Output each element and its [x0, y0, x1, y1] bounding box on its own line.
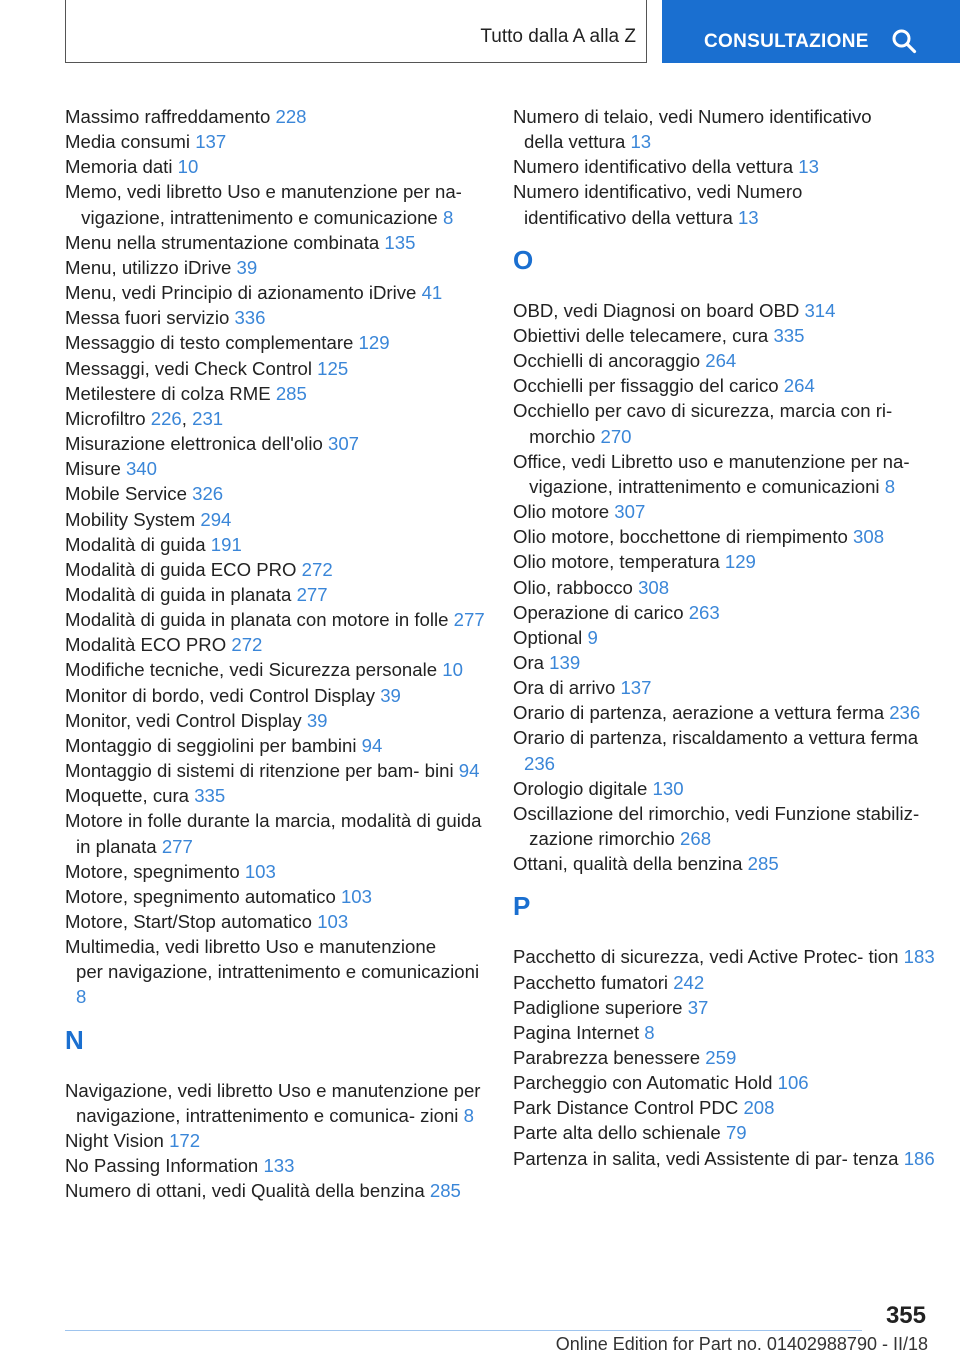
page-reference-link[interactable]: 335 [773, 324, 805, 346]
index-entry-term: Navigazione, vedi libretto Uso e manutenzione per navigazione, intrattenimento e comunica- zioni [65, 1079, 481, 1126]
page-reference-link[interactable]: 106 [777, 1072, 809, 1094]
section-title: Tutto dalla A alla Z [480, 26, 636, 47]
index-entry [65, 330, 490, 355]
header-section-tab [65, 0, 647, 63]
index-entry-term: Olio, rabbocco [513, 576, 633, 598]
index-entry [65, 859, 490, 884]
index-entry-term: Misurazione elettronica dell'olio [65, 433, 323, 455]
page-reference-link[interactable]: 272 [301, 558, 333, 580]
page-reference-link[interactable]: 37 [687, 996, 709, 1018]
index-entry-term: Montaggio di seggiolini per bambini [65, 734, 357, 756]
index-entry [65, 456, 490, 481]
page-number: 355 [885, 1302, 926, 1329]
index-entry [65, 230, 490, 255]
page-reference-link[interactable]: 8 [644, 1021, 655, 1043]
index-entry-term: Orario di partenza, aerazione a vettura ferma [513, 702, 885, 724]
index-entry [513, 154, 938, 179]
index-entry-term: OBD, vedi Diagnosi on board OBD [513, 299, 800, 321]
index-entry-term: Partenza in salita, vedi Assistente di par- tenza [513, 1147, 899, 1169]
page-reference-link[interactable]: 236 [889, 702, 921, 724]
index-entry [65, 657, 490, 682]
page-reference-link[interactable]: 231 [192, 407, 224, 429]
page-reference-link[interactable]: 340 [125, 458, 157, 480]
index-entry [513, 725, 938, 775]
page-reference-link[interactable]: 8 [76, 986, 87, 1008]
page-reference-link[interactable]: 103 [317, 911, 349, 932]
index-entry-term: Ottani, qualità della benzina [513, 853, 743, 875]
page-reference-link[interactable]: 10 [442, 659, 463, 681]
search-icon[interactable] [891, 28, 917, 54]
page-reference-link[interactable]: 10 [177, 156, 199, 178]
page-reference-link[interactable]: 263 [688, 601, 720, 623]
index-entry-term: Modalità ECO PRO [65, 634, 227, 656]
page-reference-link[interactable]: 277 [296, 583, 328, 605]
index-letter-heading: P [513, 891, 531, 922]
index-entry [513, 625, 938, 650]
index-entry-term: Pacchetto di sicurezza, vedi Active Protec- tion [513, 946, 899, 968]
index-entry [513, 1095, 938, 1120]
index-entry [513, 323, 938, 348]
index-entry [513, 675, 938, 700]
index-entry-term: Menu, vedi Principio di azionamento iDrive [65, 282, 417, 304]
page-reference-link[interactable]: 8 [884, 475, 896, 497]
page-reference-link[interactable]: 94 [458, 760, 480, 782]
index-entry-term: Occhiello per cavo di sicurezza, marcia con ri- morchio [513, 400, 893, 447]
index-entry-term: Motore in folle durante la marcia, modalità di guida in planata [65, 810, 482, 857]
page-reference-link[interactable]: 13 [737, 206, 759, 228]
index-column-right [513, 104, 938, 1171]
tab-label: CONSULTAZIONE [704, 30, 869, 52]
index-entry [65, 255, 490, 280]
index-entry [513, 776, 938, 801]
index-entry [65, 708, 490, 733]
index-entry [65, 1153, 490, 1178]
page-reference-link[interactable]: 172 [169, 1129, 201, 1151]
page-reference-link[interactable]: 294 [200, 508, 232, 530]
index-entry-term: Parcheggio con Automatic Hold [513, 1072, 773, 1094]
page-reference-link[interactable]: 264 [783, 375, 815, 397]
page-reference-link[interactable]: 307 [614, 501, 646, 523]
page-reference-link[interactable]: 236 [524, 752, 556, 774]
index-entry-term: Mobility System [65, 508, 196, 530]
index-entry-term: Microfiltro [65, 407, 146, 429]
page-reference-link[interactable]: 139 [549, 651, 581, 673]
index-entry [513, 1020, 938, 1045]
index-entry-term: No Passing Information [65, 1155, 259, 1177]
index-entry [513, 600, 938, 625]
index-entry [513, 700, 938, 725]
index-entry [65, 909, 490, 934]
index-entry [513, 398, 938, 448]
page-reference-link[interactable]: 268 [680, 828, 712, 850]
index-entry-term: Metilestere di colza RME [65, 382, 271, 404]
page-reference-link[interactable]: 191 [210, 533, 242, 555]
index-entry [65, 884, 490, 909]
index-entry [65, 305, 490, 330]
index-entry [513, 801, 938, 851]
index-entry-term: Office, vedi Libretto uso e manutenzione per na- vigazione, intrattenimento e comunicazioni [513, 450, 910, 497]
page-reference-link[interactable]: 307 [327, 433, 360, 455]
index-entry [65, 758, 490, 783]
index-entry [65, 808, 490, 858]
index-entry-term: Pacchetto fumatori [513, 971, 669, 993]
page-reference-link[interactable]: 336 [234, 307, 266, 329]
index-entry [65, 607, 490, 632]
index-entry-term: Modalità di guida [65, 533, 206, 555]
index-entry [513, 1070, 938, 1095]
page-reference-link[interactable]: 277 [453, 609, 485, 631]
page-reference-link[interactable]: 226 [150, 407, 182, 429]
page-reference-link[interactable]: 13 [630, 131, 652, 153]
page-reference-link[interactable]: 39 [306, 709, 328, 731]
page-reference-link[interactable]: 137 [195, 131, 227, 153]
index-entry [513, 1045, 938, 1070]
index-entry-term: Mobile Service [65, 483, 187, 505]
index-entry-term: Olio motore, bocchettone di riempimento [513, 526, 848, 548]
page-reference-link[interactable]: 308 [853, 526, 885, 548]
page-reference-link[interactable]: 133 [263, 1155, 295, 1177]
index-entry-term: Motore, spegnimento automatico [65, 885, 336, 907]
index-entry-term: Massimo raffreddamento [65, 106, 271, 127]
index-entry-term: Monitor, vedi Control Display [65, 709, 302, 731]
index-entry-term: Numero identificativo, vedi Numero identificativo della vettura [513, 181, 803, 228]
page-reference-link[interactable]: 8 [442, 206, 454, 228]
index-entry [65, 557, 490, 582]
index-entry-term: Modalità di guida in planata con motore in folle [65, 609, 449, 631]
index-entry-term: Orologio digitale [513, 777, 648, 799]
index-entry [513, 104, 938, 154]
index-entry [65, 481, 490, 506]
footer-edition-text: Online Edition for Part no. 01402988790 - II/18 [555, 1334, 928, 1354]
page-reference-link[interactable]: 314 [804, 299, 836, 321]
index-entry [65, 632, 490, 657]
index-entry-term: Night Vision [65, 1129, 164, 1151]
page-reference-link[interactable]: 135 [384, 231, 416, 253]
index-entry-term: Messaggi, vedi Check Control [65, 357, 312, 379]
index-entry-term: Olio motore [513, 501, 610, 523]
page-reference-link[interactable]: 137 [620, 677, 652, 699]
index-entry-term: Orario di partenza, riscaldamento a vettura ferma [513, 727, 919, 749]
page-reference-link[interactable]: 335 [194, 785, 226, 807]
page-reference-link[interactable]: 125 [317, 357, 349, 379]
index-entry-term: Padiglione superiore [513, 996, 683, 1018]
page-reference-link[interactable]: 186 [903, 1147, 935, 1169]
index-entry-term: Modalità di guida ECO PRO [65, 558, 297, 580]
page-reference-link[interactable]: 285 [747, 853, 779, 875]
index-entry [513, 851, 938, 876]
page-reference-link[interactable]: 130 [652, 777, 684, 799]
index-entry-term: Parabrezza benessere [513, 1047, 701, 1068]
index-entry [513, 549, 938, 574]
index-entry-term: Messaggio di testo complementare [65, 332, 354, 354]
page-reference-link[interactable]: 129 [724, 551, 756, 573]
index-entry [65, 582, 490, 607]
index-entry [65, 154, 490, 179]
index-entry-term: Motore, Start/Stop automatico [65, 911, 313, 932]
page-reference-link[interactable]: 259 [705, 1047, 737, 1068]
index-entry [65, 431, 490, 456]
index-entry [513, 1120, 938, 1145]
page-reference-link[interactable]: 129 [358, 332, 390, 354]
page-reference-link[interactable]: 183 [903, 946, 935, 968]
page-reference-link[interactable]: 272 [231, 634, 263, 656]
index-entry-term: Monitor di bordo, vedi Control Display [65, 684, 376, 706]
index-entry [65, 934, 490, 1009]
index-entry-term: Memoria dati [65, 156, 173, 178]
page-reference-link[interactable]: 308 [638, 576, 670, 598]
index-entry [65, 104, 490, 129]
index-entry-term: Memo, vedi libretto Uso e manutenzione per na- vigazione, intrattenimento e comunicazione [65, 181, 462, 228]
index-column-left [65, 104, 490, 1203]
index-entry [513, 298, 938, 323]
index-entry [65, 733, 490, 758]
page-reference-link[interactable]: 277 [161, 835, 193, 857]
index-entry [513, 995, 938, 1020]
index-entry-term: Pagina Internet [513, 1021, 640, 1043]
page-reference-link[interactable]: 8 [463, 1104, 474, 1126]
index-entry-term: Messa fuori servizio [65, 307, 230, 329]
index-entry: Microfiltro 226, 231 [65, 407, 224, 429]
index-entry [65, 356, 490, 381]
index-entry-term: Parte alta dello schienale [513, 1122, 721, 1144]
index-entry-term: Moquette, cura [65, 785, 190, 807]
index-entry [65, 1078, 490, 1128]
index-entry-term: Ora di arrivo [513, 677, 616, 699]
page-reference-link[interactable]: 103 [340, 885, 372, 907]
index-entry-term: Multimedia, vedi libretto Uso e manutenzione per navigazione, intrattenimento e comunicazioni [65, 936, 480, 983]
index-entry-term: Motore, spegnimento [65, 860, 240, 882]
index-entry [513, 575, 938, 600]
page-reference-link[interactable]: 270 [600, 425, 632, 447]
index-entry [65, 381, 490, 406]
index-entry-term: Olio motore, temperatura [513, 551, 720, 573]
index-letter-heading: N [65, 1024, 84, 1055]
index-entry-term: Montaggio di sistemi di ritenzione per bam- bini [65, 760, 454, 782]
page-reference-link[interactable]: 285 [275, 382, 307, 404]
index-entry-term: Menu nella strumentazione combinata [65, 231, 380, 253]
index-entry [513, 970, 938, 995]
index-entry-term: Menu, utilizzo iDrive [65, 256, 232, 278]
index-entry-term: Obiettivi delle telecamere, cura [513, 324, 769, 346]
page-reference-link[interactable]: 94 [361, 734, 383, 756]
index-entry-term: Optional [513, 626, 583, 648]
page-reference-link[interactable]: 326 [192, 483, 224, 505]
index-entry [65, 683, 490, 708]
index-letter-heading: O [513, 244, 534, 275]
index-entry [65, 280, 490, 305]
index-entry-term: Numero identificativo della vettura [513, 156, 794, 178]
index-entry [65, 507, 490, 532]
page-reference-link[interactable]: 242 [673, 971, 705, 993]
index-entry-term: Occhielli per fissaggio del carico [513, 375, 779, 397]
index-entry-term: Misure [65, 458, 121, 480]
index-entry-term: Park Distance Control PDC [513, 1097, 739, 1119]
page-reference-link[interactable]: 13 [798, 156, 819, 178]
consultazione-tab[interactable] [662, 0, 960, 63]
page-reference-link[interactable]: 79 [725, 1122, 747, 1144]
index-entry [65, 179, 490, 229]
footer-divider [65, 1330, 862, 1331]
index-entry [513, 650, 938, 675]
index-entry-term: Media consumi [65, 131, 191, 153]
index-entry-term: Numero di ottani, vedi Qualità della benzina [65, 1180, 425, 1202]
index-entry-term: Ora [513, 651, 544, 673]
index-entry [513, 1146, 938, 1171]
index-entry [65, 783, 490, 808]
index-entry-term: Operazione di carico [513, 601, 684, 623]
page-reference-link[interactable]: 39 [236, 256, 258, 278]
index-entry [513, 499, 938, 524]
page-reference-link[interactable]: 228 [275, 106, 307, 127]
index-entry [513, 373, 938, 398]
index-entry [65, 129, 490, 154]
index-entry [513, 449, 938, 499]
index-entry [513, 944, 938, 969]
page-reference-link[interactable]: 285 [429, 1180, 461, 1202]
index-entry-term: Oscillazione del rimorchio, vedi Funzione stabiliz- zazione rimorchio [513, 802, 920, 850]
page-reference-link[interactable]: 9 [587, 626, 598, 648]
index-entry [513, 348, 938, 373]
index-entry-term: Modalità di guida in planata [65, 583, 292, 605]
page-reference-link[interactable]: 41 [421, 282, 443, 304]
page-reference-link[interactable]: 264 [705, 350, 737, 372]
index-entry [65, 1178, 490, 1203]
index-entry-term: Occhielli di ancoraggio [513, 350, 701, 372]
index-entry [65, 1128, 490, 1153]
index-entry-term: Modifiche tecniche, vedi Sicurezza personale [65, 659, 438, 681]
index-entry [65, 532, 490, 557]
page-reference-link[interactable]: 39 [380, 684, 401, 706]
index-entry [513, 179, 938, 229]
page-reference-link[interactable]: 103 [244, 860, 276, 882]
page-reference-link[interactable]: 208 [743, 1097, 775, 1119]
index-entry [513, 524, 938, 549]
index-entry-term: Numero di telaio, vedi Numero identificativo della vettura [513, 106, 872, 153]
